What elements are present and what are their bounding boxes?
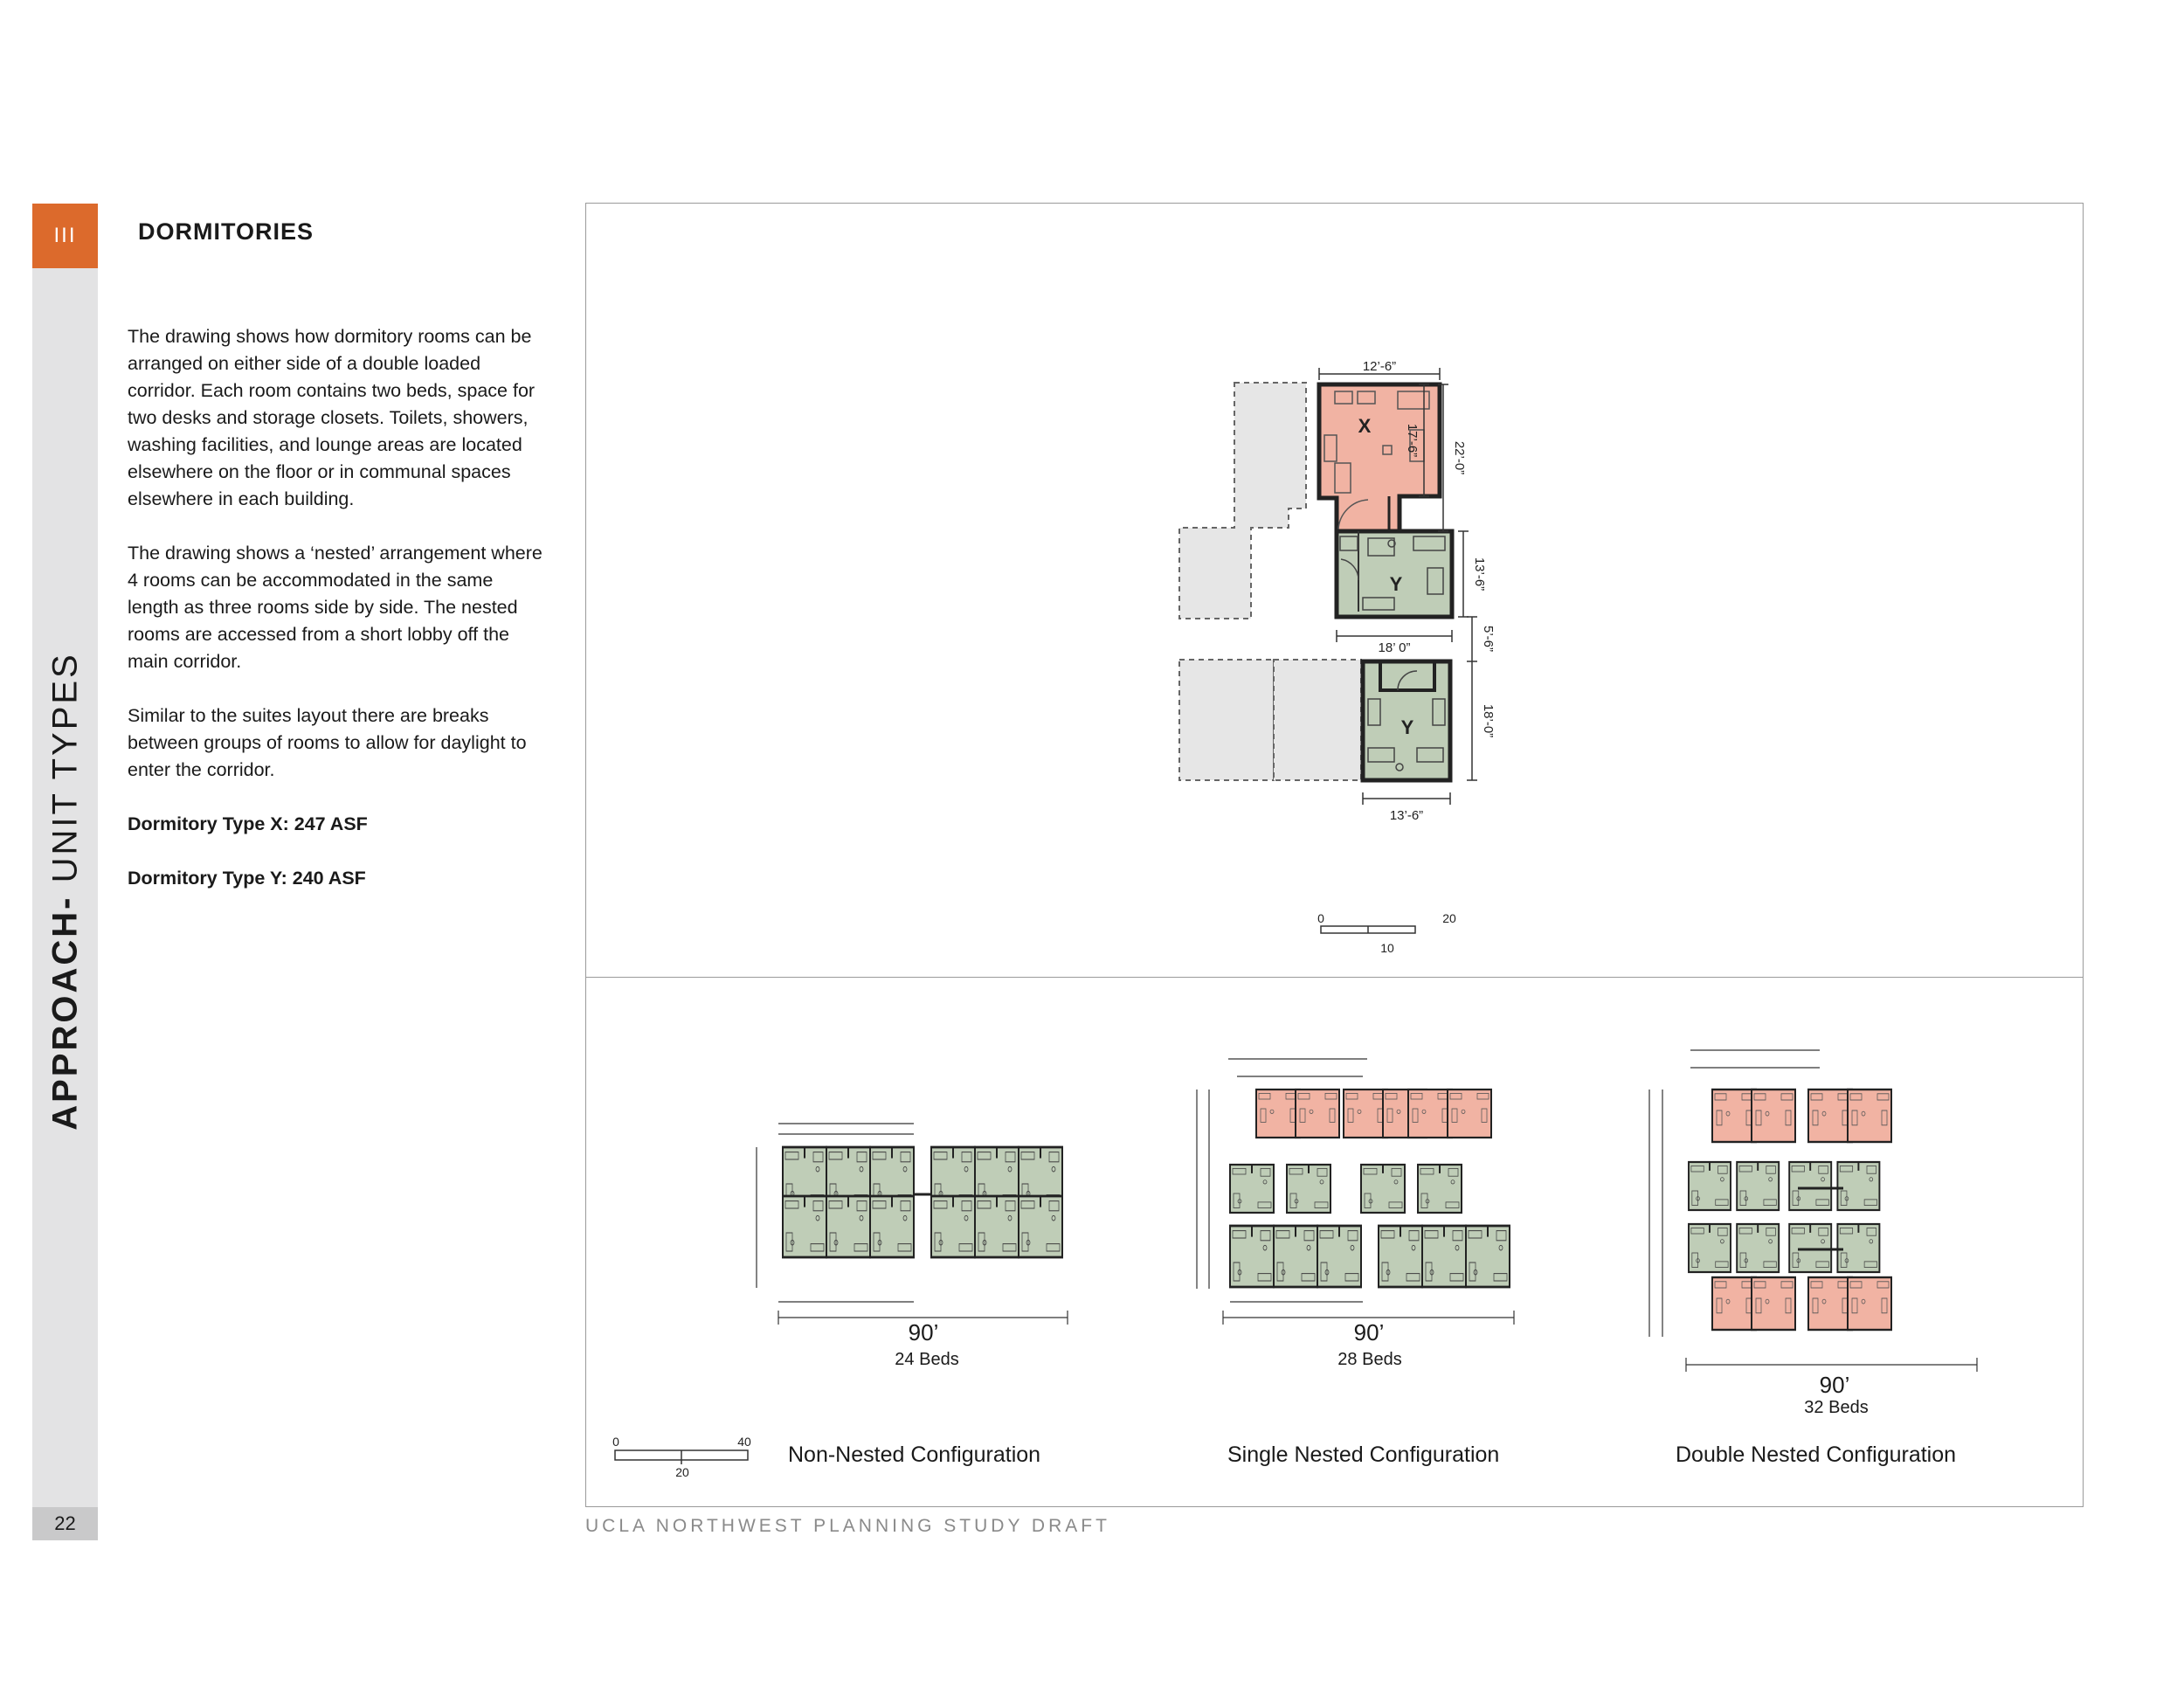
- dim-x-depth: 17’-6”: [1405, 423, 1420, 458]
- dim-y1-width: 18’ 0”: [1378, 640, 1411, 655]
- config-double-nested: [1649, 1050, 1977, 1372]
- paragraph-daylight: Similar to the suites layout there are breaks between groups of rooms to allow for daylight to enter the corridor.: [128, 705, 527, 780]
- config-scale-mid: 20: [675, 1465, 689, 1479]
- config-2-beds: 28 Beds: [1337, 1350, 1402, 1369]
- config-1-beds: 24 Beds: [895, 1350, 959, 1369]
- section-title-bold: APPROACH-: [45, 895, 85, 1131]
- footer-text: UCLA NORTHWEST PLANNING STUDY DRAFT: [585, 1516, 1110, 1536]
- config-3-caption: Double Nested Configuration: [1676, 1442, 1957, 1467]
- paragraph-nested: The drawing shows a ‘nested’ arrangement where 4 rooms can be accommodated in the same length as three rooms side by side. The nested rooms are accessed from a short lobby off the main corridor.: [128, 543, 543, 672]
- config-scale-bar: [612, 1435, 751, 1479]
- config-single-nested: [1197, 1059, 1514, 1325]
- dim-y2-depth: 18’-0”: [1481, 703, 1496, 738]
- scale-mid: 10: [1380, 941, 1394, 955]
- type-y-area: Dormitory Type Y: 240 ASF: [128, 868, 366, 889]
- scale-zero: 0: [1317, 911, 1324, 925]
- config-3-beds: 32 Beds: [1804, 1398, 1869, 1417]
- config-1-caption: Non-Nested Configuration: [788, 1442, 1041, 1467]
- room-y2-label: Y: [1400, 716, 1414, 738]
- room-y1-label: Y: [1389, 573, 1403, 595]
- section-title-light: UNIT TYPES: [45, 652, 85, 896]
- type-x-area: Dormitory Type X: 247 ASF: [128, 813, 368, 834]
- config-scale-zero: 0: [612, 1435, 619, 1449]
- paragraph-corridor: The drawing shows how dormitory rooms can be arranged on either side of a double loaded corridor. Each room contains two beds, space for two desks and storage closets. Toilets, showers, washing facilities, and lounge areas are located elsewhere on the floor or in communal spaces elsewhere in each building.: [128, 326, 536, 509]
- plan-scale-bar: [1317, 911, 1456, 955]
- scale-end: 20: [1442, 911, 1456, 925]
- dim-x-width: 12’-6”: [1362, 359, 1397, 374]
- config-3-length: 90’: [1819, 1372, 1850, 1398]
- config-2-caption: Single Nested Configuration: [1227, 1442, 1500, 1467]
- dim-y1-depth: 13’-6”: [1472, 557, 1487, 591]
- typical-room-plan: [1179, 359, 1496, 955]
- config-non-nested: [757, 1124, 1068, 1325]
- page-heading: DORMITORIES: [138, 218, 314, 245]
- config-scale-end: 40: [737, 1435, 751, 1449]
- config-1-length: 90’: [908, 1319, 939, 1346]
- dim-gap: 5’-6”: [1481, 625, 1496, 653]
- config-2-length: 90’: [1353, 1319, 1385, 1346]
- page-number: 22: [32, 1507, 98, 1540]
- dim-y2-width: 13’-6”: [1389, 808, 1424, 823]
- section-tab: III: [32, 204, 98, 268]
- dim-x-total: 22’-0”: [1452, 440, 1467, 475]
- room-x-label: X: [1358, 415, 1372, 437]
